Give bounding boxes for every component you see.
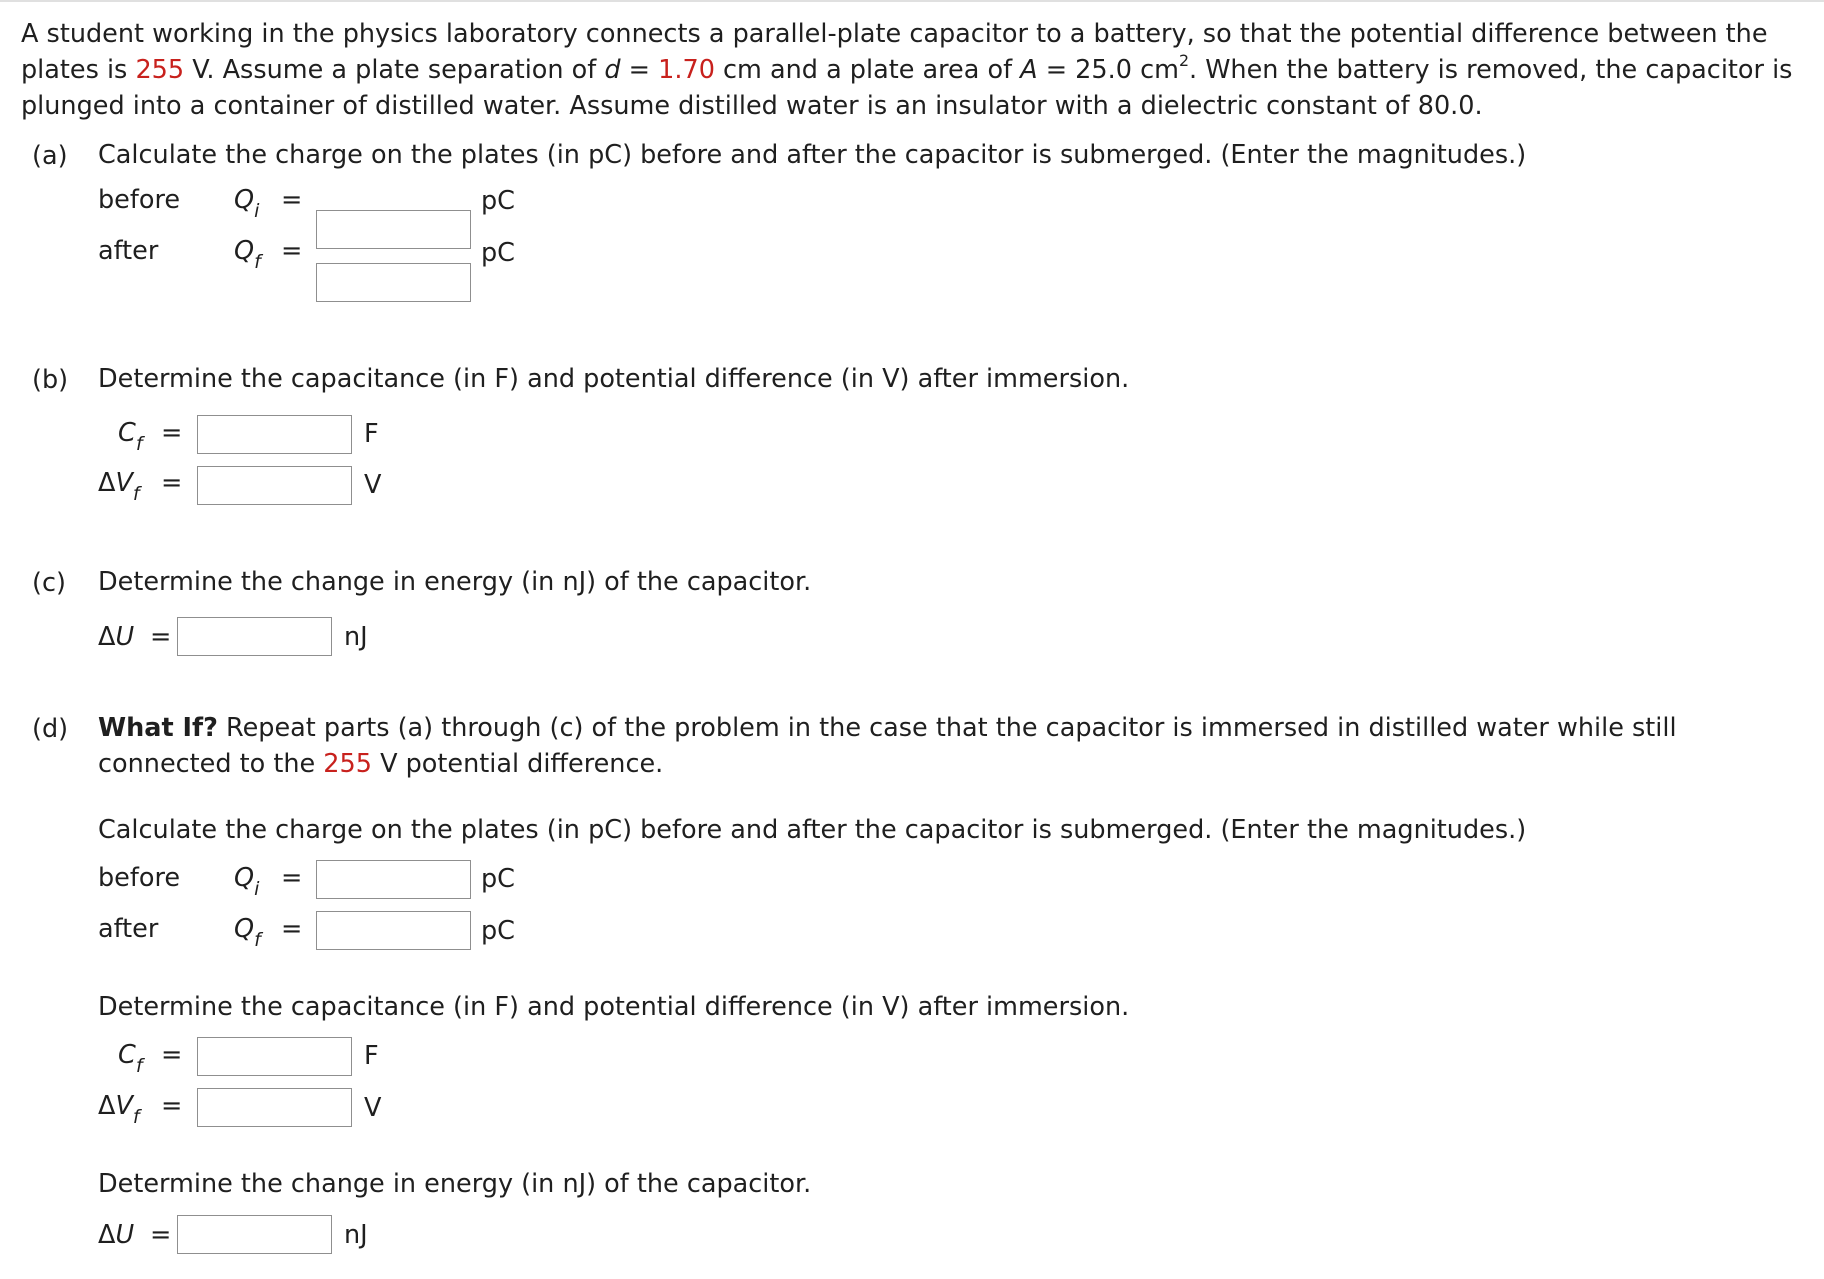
cf-answer-input[interactable] <box>197 415 352 454</box>
part-d-label: (d) <box>32 714 69 744</box>
delta-u-unit: nJ <box>344 1220 368 1250</box>
qf-symbol: $Q_f$ <box>234 914 261 951</box>
after-label: after <box>98 236 159 266</box>
delta-vf-symbol: $\Delta V_f$ <box>98 468 140 505</box>
d-qf-answer-input[interactable] <box>316 911 471 950</box>
cf-symbol: $C_f$ <box>118 418 143 455</box>
problem-statement <box>21 16 1811 124</box>
equals-sign: = <box>150 1220 172 1250</box>
d-delta-vf-answer-input[interactable] <box>197 1088 352 1127</box>
qf-symbol: $Q_f$ <box>234 236 261 273</box>
qf-unit: pC <box>481 238 515 268</box>
part-d-charge-question: Calculate the charge on the plates (in pC) before and after the capacitor is submerged. (Enter the magnitudes.) <box>98 815 1527 845</box>
d-delta-u-answer-input[interactable] <box>177 1215 332 1254</box>
equals-sign: = <box>281 236 303 266</box>
qi-unit: pC <box>481 186 515 216</box>
delta-u-answer-input[interactable] <box>177 617 332 656</box>
qf-answer-input[interactable] <box>316 263 471 302</box>
equals-sign: = <box>161 1040 183 1070</box>
qi-answer-input[interactable] <box>316 210 471 249</box>
equals-sign: = <box>281 863 303 893</box>
equals-sign: = <box>281 914 303 944</box>
qi-unit: pC <box>481 864 515 894</box>
cf-unit: F <box>364 419 379 449</box>
equals-sign: = <box>161 418 183 448</box>
cf-symbol: $C_f$ <box>118 1040 143 1077</box>
qi-symbol: $Q_i$ <box>234 185 260 222</box>
intro-text: . When the battery is removed, the capacitor is plunged into a container of distilled water. Assume distilled water is an insulator with a dielectric constant of 80.0. <box>21 55 1793 121</box>
part-d-question: What If? Repeat parts (a) through (c) of the problem in the case that the capacitor is immersed in distilled water while still connected to the 255 V potential difference. <box>98 713 1677 779</box>
qf-unit: pC <box>481 916 515 946</box>
top-divider <box>0 0 1824 2</box>
delta-u-symbol: ΔU <box>98 622 135 652</box>
exponent: 2 <box>1178 51 1189 71</box>
part-b-question: Determine the capacitance (in F) and potential difference (in V) after immersion. <box>98 364 1130 394</box>
intro-text: cm and a plate area of <box>714 55 1021 85</box>
delta-vf-answer-input[interactable] <box>197 466 352 505</box>
intro-text: A student working in the physics laboratory connects a parallel-plate capacitor to a battery, so that the potential difference between the plates is <box>21 19 1768 85</box>
given-voltage: 255 <box>323 749 372 779</box>
part-d-energy-question: Determine the change in energy (in nJ) of the capacitor. <box>98 1169 812 1199</box>
delta-u-symbol: ΔU <box>98 1220 135 1250</box>
d-cf-answer-input[interactable] <box>197 1037 352 1076</box>
what-if-label: What If? <box>98 713 218 743</box>
part-c-label: (c) <box>32 568 66 598</box>
before-label: before <box>98 863 181 893</box>
delta-vf-unit: V <box>364 470 382 500</box>
after-label: after <box>98 914 159 944</box>
equals-sign: = <box>150 622 172 652</box>
equals-sign: = <box>281 185 303 215</box>
cf-unit: F <box>364 1041 379 1071</box>
delta-vf-unit: V <box>364 1093 382 1123</box>
part-a-label: (a) <box>32 141 68 171</box>
symbol-a: A <box>1020 55 1038 85</box>
part-c-question: Determine the change in energy (in nJ) of the capacitor. <box>98 567 812 597</box>
given-voltage: 255 <box>135 55 185 85</box>
intro-text: = <box>620 55 659 85</box>
intro-text: = 25.0 cm <box>1037 55 1179 85</box>
qi-symbol: $Q_i$ <box>234 863 260 900</box>
symbol-d: d <box>604 55 621 85</box>
part-d-capacitance-question: Determine the capacitance (in F) and potential difference (in V) after immersion. <box>98 992 1130 1022</box>
before-label: before <box>98 185 181 215</box>
d-qi-answer-input[interactable] <box>316 860 471 899</box>
intro-text: V. Assume a plate separation of <box>184 55 605 85</box>
part-a-question: Calculate the charge on the plates (in pC) before and after the capacitor is submerged. (Enter the magnitudes.) <box>98 140 1527 170</box>
equals-sign: = <box>161 468 183 498</box>
part-b-label: (b) <box>32 365 69 395</box>
given-separation: 1.70 <box>658 55 715 85</box>
equals-sign: = <box>161 1091 183 1121</box>
delta-u-unit: nJ <box>344 622 368 652</box>
delta-vf-symbol: $\Delta V_f$ <box>98 1091 140 1128</box>
